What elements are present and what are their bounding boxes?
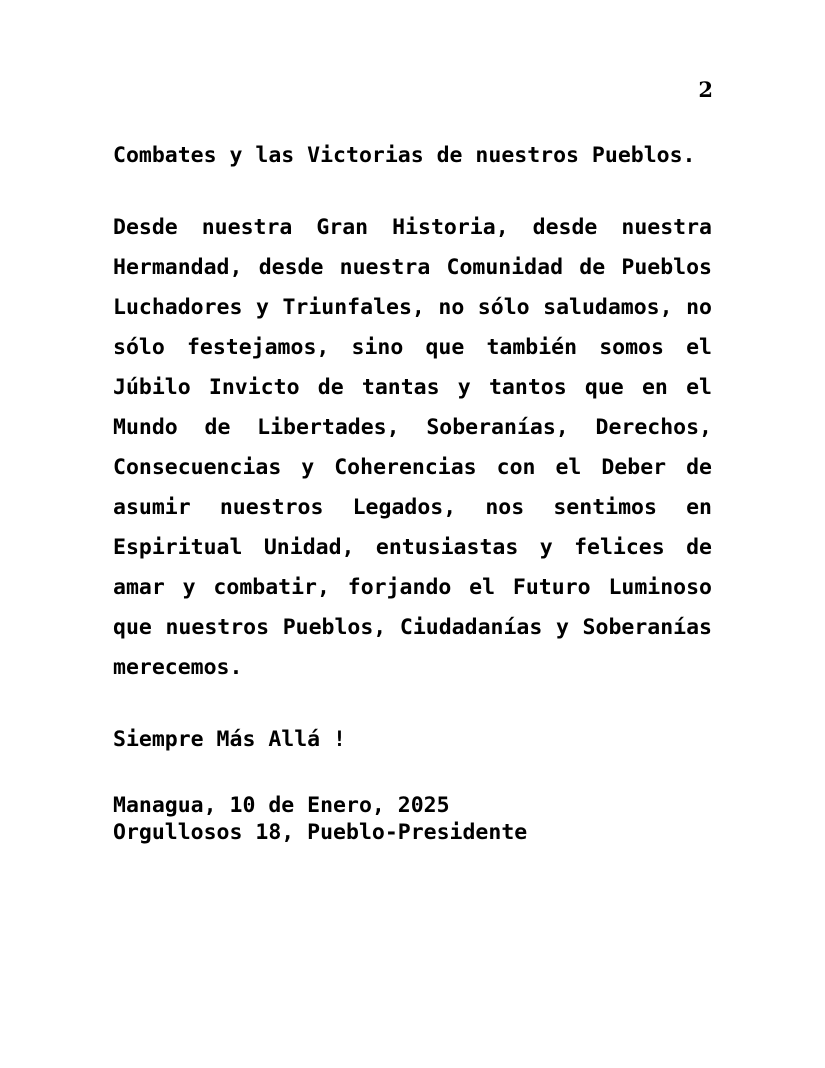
page-number: 2: [698, 77, 713, 102]
document-text-body: [113, 136, 712, 846]
place-and-date: Managua, 10 de Enero, 2025: [113, 793, 450, 818]
signatory: Orgullosos 18, Pueblo-Presidente: [113, 820, 528, 845]
signature-block: [113, 792, 712, 846]
closing-salutation: Siempre Más Allá !: [113, 727, 346, 752]
paragraph-main: Desde nuestra Gran Historia, desde nuestra Hermandad, desde nuestra Comunidad de Pueblos Luchadores y Triunfales, no sólo saludamos, no sólo festejamos, sino que también somos el Júbilo Invicto de tantas y tantos que en el Mundo de Libertades, Soberanías, Derechos, Consecuencias y Coherencias con el Deber de asumir nuestros Legados, nos sentimos en Espiritual Unidad, entusiastas y felices de amar y combatir, forjando el Futuro Luminoso que nuestros Pueblos, Ciudadanías y Soberanías merecemos.: [113, 215, 712, 680]
paragraph-continuation: Combates y las Victorias de nuestros Pueblos.: [113, 143, 696, 168]
